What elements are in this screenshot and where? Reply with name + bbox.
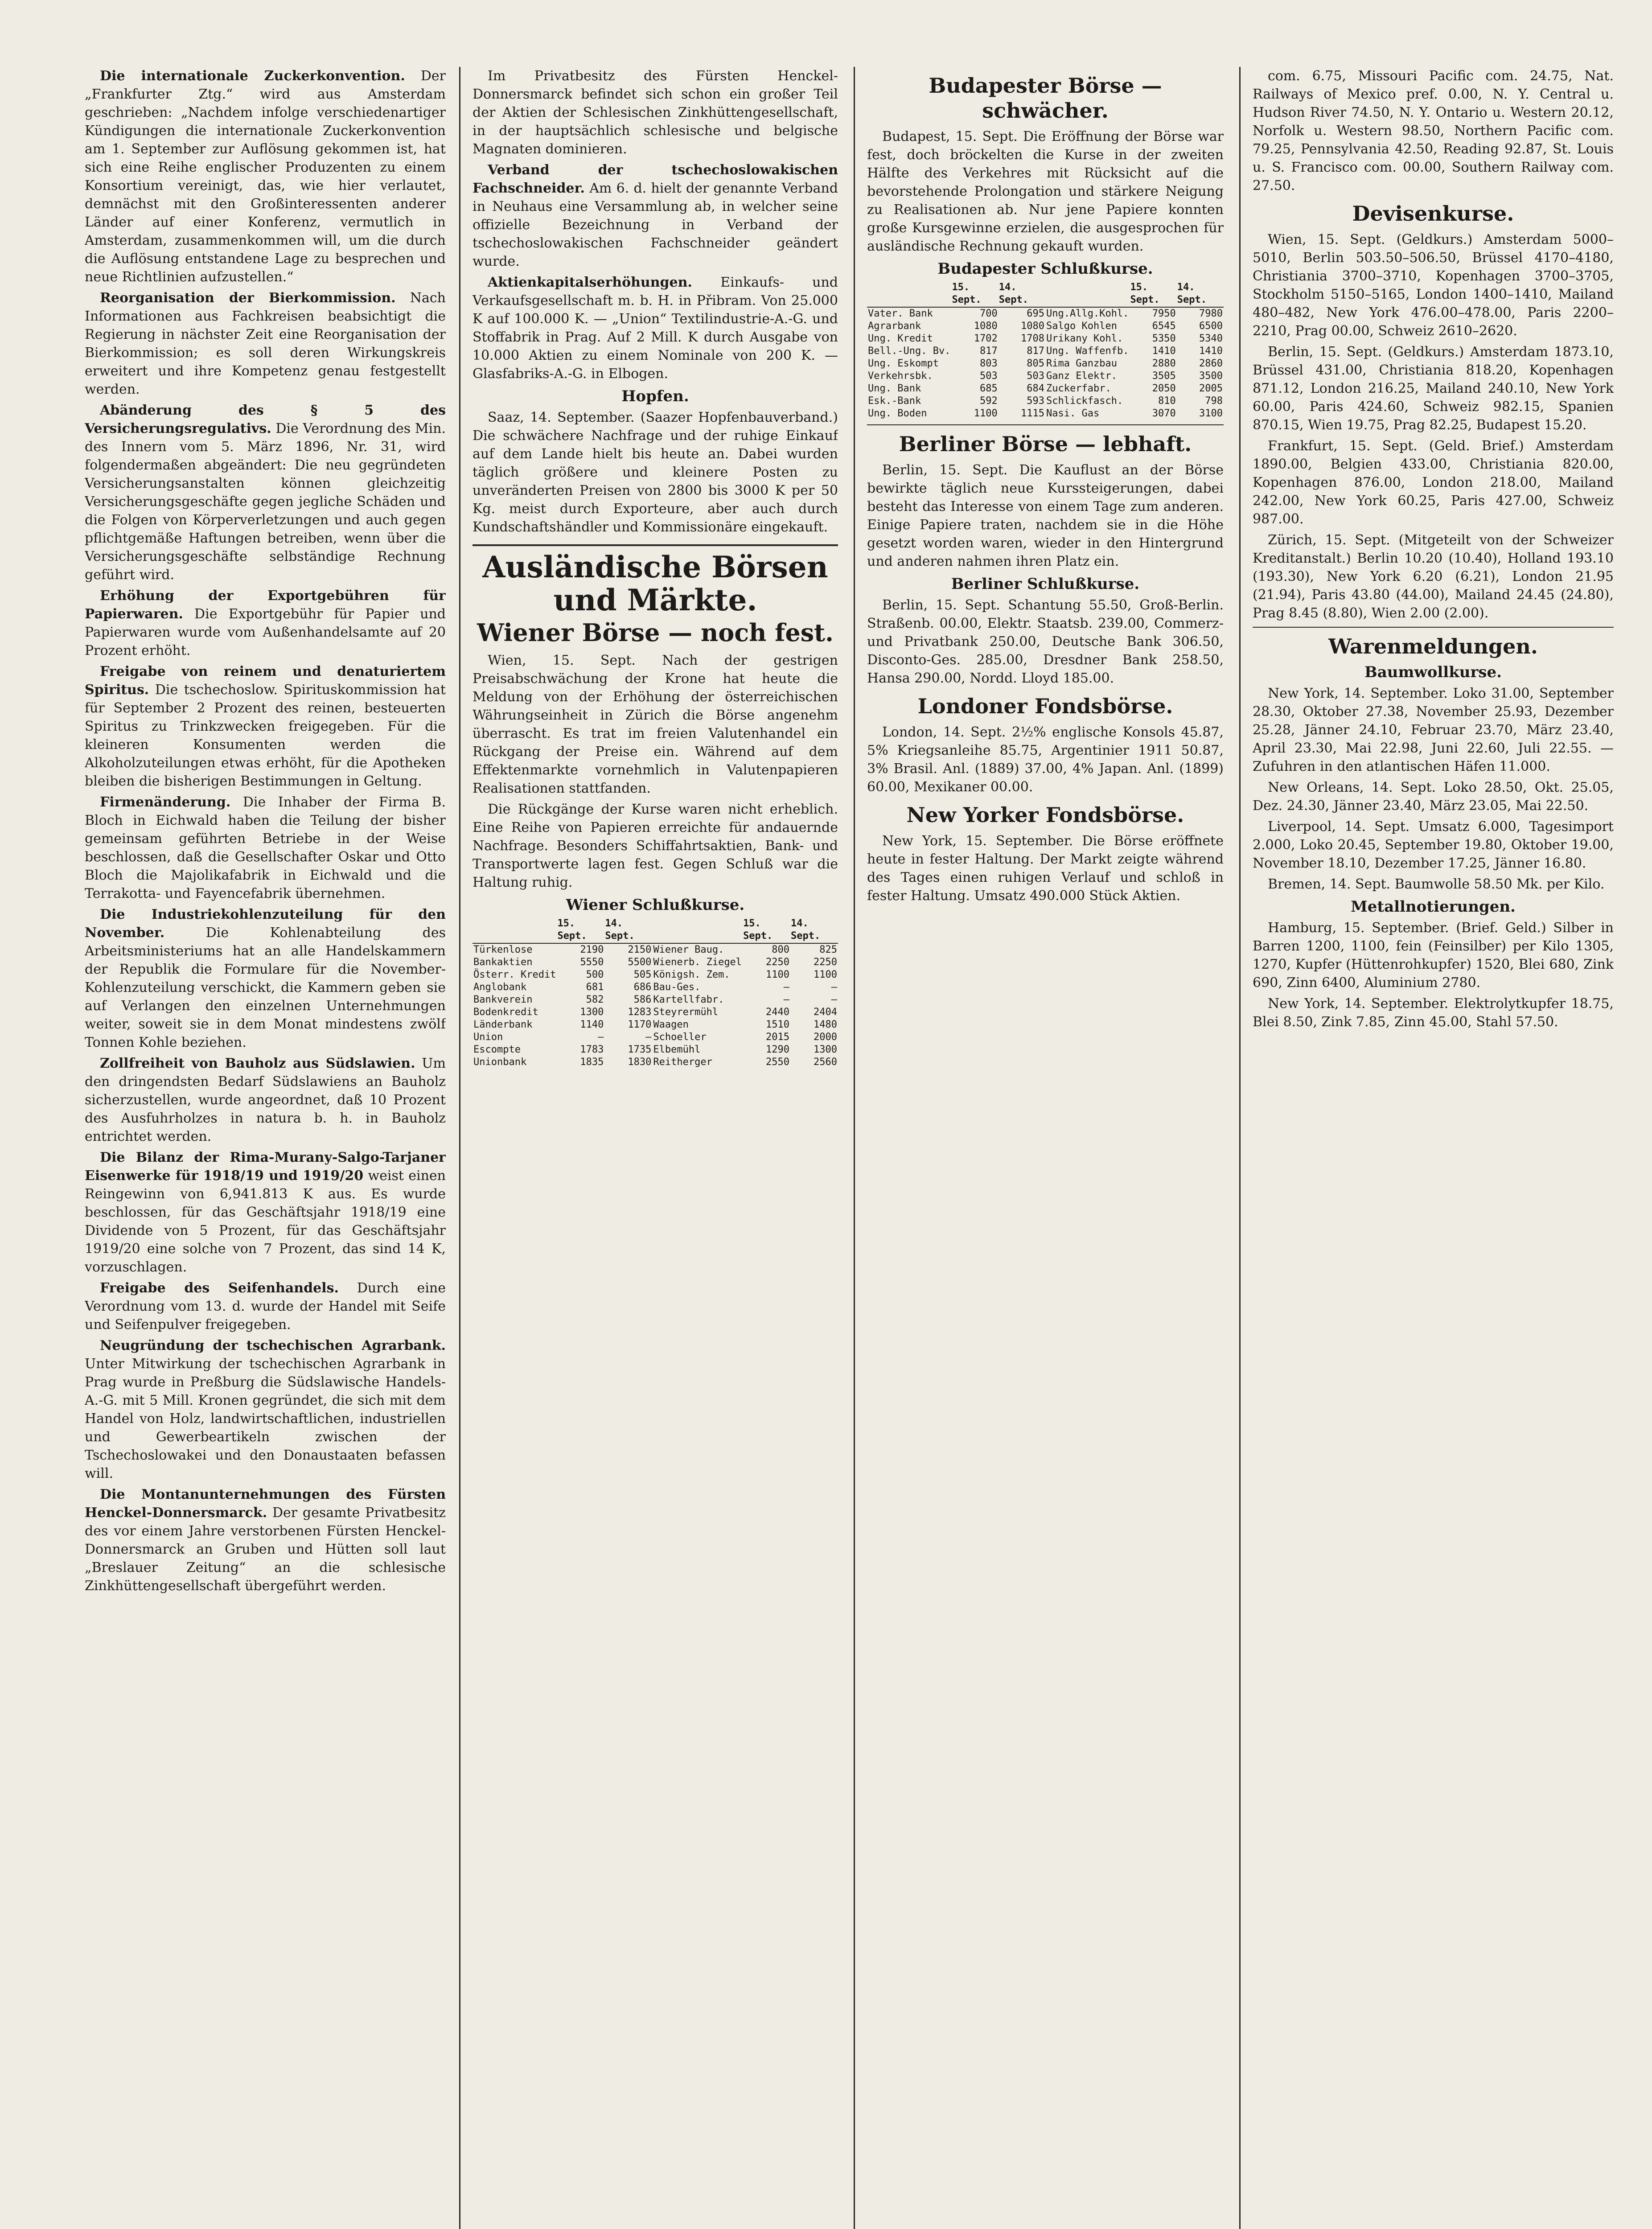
section-title: Baumwollkurse. <box>1364 663 1502 681</box>
article: Reorganisation der Bierkommission. Nach Informationen aus Fachkreisen beabsichtigt die Regierung in nächster Zeit eine Reorganisation der Bierkommission; es soll deren Wirkungskreis erweitert und ihre Kompetenz genau festgestellt werden. <box>85 290 446 397</box>
table-cell: 2550 <box>766 1057 790 1068</box>
table-cell: Nasi. Gas <box>1046 408 1100 419</box>
table-header: 15. Sept. <box>743 917 790 943</box>
article: Die Bilanz der Rima-Murany-Salgo-Tarjaner Eisenwerke für 1918/19 und 1919/20 weist einen Reingewinn von 6,941.813 K aus. Es wurde beschlossen, für das Geschäftsjahr 1918/19 eine Dividende von 5 Prozent, für das Geschäftsjahr 1919/20 eine solche von 7 Prozent, das sind 14 K, vorzuschlagen. <box>85 1150 446 1275</box>
article: Berlin, 15. Sept. Schantung 55.50, Groß-Berlin. Straßenb. 00.00, Elektr. Staatsb. 239.00, Commerz- und Privatbank 250.00, Deutsche Bank 306.50, Disconto-Ges. 285.00, Dresdner Bank 258.50, Hansa 290.00, Nordd. Lloyd 185.00. <box>867 597 1224 686</box>
table-cell: Reitherger <box>653 1057 712 1068</box>
table-cell: 2005 <box>1199 383 1223 394</box>
table-cell: 1115 <box>1021 408 1044 419</box>
table-row <box>473 943 838 956</box>
table-cell: 3070 <box>1152 408 1176 419</box>
table-header <box>867 281 951 307</box>
article: Die Montanunternehmungen des Fürsten Henckel-Donnersmarck. Der gesamte Privatbesitz des vor einem Jahre verstorbenen Fürsten Henckel-Donnersmarck an Gruben und Hütten soll laut „Breslauer Zeitung“ an die schlesische Zinkhüttengesellschaft übergeführt werden. <box>85 1487 446 1594</box>
table-cell: Ung. Waffenfb. <box>1046 345 1129 357</box>
table-row <box>867 307 1224 320</box>
column-4 <box>1253 67 1614 2229</box>
table-header: 15. Sept. <box>1130 281 1176 307</box>
table-cell: Bodenkredit <box>473 1007 538 1018</box>
table-row <box>867 407 1224 420</box>
table-cell: 3100 <box>1199 408 1223 419</box>
table-header: 15. Sept. <box>557 917 604 943</box>
table-cell: 1300 <box>580 1007 604 1018</box>
section-title: Hopfen. <box>621 387 689 405</box>
article: London, 14. Sept. 2½% englische Konsols 45.87, 5% Kriegsanleihe 85.75, Argentinier 1911 50.87, 3% Brasil. Anl. (1889) 37.00, 4% Japan. Anl. (1899) 60.00, Mexikaner 00.00. <box>867 724 1224 795</box>
table-header <box>1045 281 1130 307</box>
table-header: 14. Sept. <box>790 917 838 943</box>
table-cell: 2190 <box>580 944 604 955</box>
table-cell: 3500 <box>1199 370 1223 382</box>
table-cell: Ung. Boden <box>868 408 927 419</box>
table-cell: 7950 <box>1152 308 1176 319</box>
table-cell: 686 <box>633 982 652 993</box>
table-cell: 2250 <box>766 957 790 968</box>
table-cell: 2440 <box>766 1007 790 1018</box>
column-rule <box>459 67 460 2229</box>
table-cell: Anglobank <box>473 982 527 993</box>
table-cell: Wienerb. Ziegel <box>653 957 742 968</box>
table-cell: 1510 <box>766 1019 790 1030</box>
table-cell: 800 <box>772 944 790 955</box>
table-cell: 1080 <box>974 321 998 332</box>
table-header <box>473 917 557 943</box>
table-cell: Steyrermühl <box>653 1007 719 1018</box>
article: New York, 15. September. Die Börse eröffnete heute in fester Haltung. Der Markt zeigte während des Tages einen ruhigen Verlauf und schloß in fester Haltung. Umsatz 490.000 Stück Aktien. <box>867 833 1224 904</box>
table-cell: Zuckerfabr. <box>1046 383 1111 394</box>
table-cell: 2860 <box>1199 358 1223 369</box>
table-cell: — <box>598 1032 604 1043</box>
table-cell: Ung. Eskompt <box>868 358 939 369</box>
table-cell: Vater. Bank <box>868 308 933 319</box>
table-cell: Bankaktien <box>473 957 533 968</box>
table-cell: Königsh. Zem. <box>653 969 730 980</box>
table-cell: 2150 <box>628 944 652 955</box>
table-cell: Agrarbank <box>868 321 921 332</box>
headline: Berliner Börse — lebhaft. <box>899 432 1192 456</box>
table-cell: 2880 <box>1152 358 1176 369</box>
table-cell: — <box>645 1032 652 1043</box>
table-cell: 1080 <box>1021 321 1044 332</box>
table-cell: 1702 <box>974 333 998 344</box>
headline: Devisenkurse. <box>1352 202 1514 226</box>
table-cell: 593 <box>1027 395 1044 407</box>
table-cell: Österr. Kredit <box>473 969 556 980</box>
table-cell: 586 <box>633 994 652 1005</box>
headline: Budapester Börse — schwächer. <box>929 74 1162 123</box>
table-header: 14. Sept. <box>1177 281 1224 307</box>
table-header <box>652 917 743 943</box>
subheadline: Wiener Börse — noch fest. <box>477 618 834 647</box>
table-row <box>867 358 1224 370</box>
article: Im Privatbesitz des Fürsten Henckel-Donnersmarck befindet sich schon ein großer Teil der Aktien der Schlesischen Zinkhüttengesellschaft, in der hauptsächlich schlesische und belgische Magnaten dominieren. <box>473 68 838 157</box>
column-rule <box>854 67 855 2229</box>
quotes-table <box>867 281 1224 420</box>
headline: New Yorker Fondsbörse. <box>906 803 1184 827</box>
divider <box>867 424 1224 425</box>
table-cell: 500 <box>586 969 604 980</box>
table-header: 14. Sept. <box>604 917 652 943</box>
table-cell: 503 <box>1027 370 1044 382</box>
article: Wien, 15. Sept. (Geldkurs.) Amsterdam 5000–5010, Berlin 503.50–506.50, Brüssel 4170–4180, Christiania 3700–3710, Kopenhagen 3700–3705, Stockholm 5150–5165, London 1400–1410, Mailand 480–482, New York 476.00–478.00, Paris 2200–2210, Prag 00.00, Schweiz 2610–2620. <box>1253 232 1614 339</box>
table-cell: 1100 <box>814 969 837 980</box>
table-cell: 1100 <box>766 969 790 980</box>
table-cell: 6545 <box>1152 321 1176 332</box>
table-row <box>473 1006 838 1019</box>
table-cell: 2404 <box>814 1007 837 1018</box>
table-row <box>473 1056 838 1069</box>
article: Saaz, 14. September. (Saazer Hopfenbauverband.) Die schwächere Nachfrage und der ruhige Einkauf auf dem Lande hielt bis heute an. Dabei wurden täglich größere und kleinere Posten zu unveränderten Preisen von 2800 bis 3000 K per 50 Kg. meist durch Exporteure, aber auch durch Kundschaftshändler und Kommissionäre eingekauft. <box>473 410 838 535</box>
table-cell: 700 <box>979 308 998 319</box>
table-cell: Türkenlose <box>473 944 533 955</box>
table-cell: 825 <box>819 944 837 955</box>
table-cell: 803 <box>979 358 998 369</box>
table-cell: Länderbank <box>473 1019 533 1030</box>
table-cell: Rima Ganzbau <box>1046 358 1117 369</box>
article: Aktienkapitalserhöhungen. Einkaufs- und Verkaufsgesellschaft m. b. H. in Přibram. Von 25.000 K auf 100.000 K. — „Union“ Textilindustrie-A.-G. und Stoffabrik in Prag. Auf 2 Mill. K durch Ausgabe von 10.000 Aktien zu einem Nominale von 200 K. — Glasfabriks-A.-G. in Elbogen. <box>473 275 838 382</box>
article: Frankfurt, 15. Sept. (Geld. Brief.) Amsterdam 1890.00, Belgien 433.00, Christiania 820.00, Kopenhagen 876.00, London 218.00, Mailand 242.00, New York 60.25, Paris 427.00, Schweiz 987.00. <box>1253 438 1614 527</box>
column-3 <box>867 67 1224 2229</box>
article: Erhöhung der Exportgebühren für Papierwaren. Die Exportgebühr für Papier und Papierwaren wurde vom Außenhandelsamte auf 20 Prozent erhöht. <box>85 588 446 658</box>
table-row <box>473 1031 838 1044</box>
table-row <box>473 1044 838 1056</box>
table-cell: 5340 <box>1199 333 1223 344</box>
column-1 <box>85 67 446 2229</box>
table-title: Berliner Schlußkurse. <box>951 575 1140 593</box>
table-cell: Ganz Elektr. <box>1046 370 1117 382</box>
table-cell: 810 <box>1158 395 1176 407</box>
table-cell: Schoeller <box>653 1032 707 1043</box>
article: Hamburg, 15. September. (Brief. Geld.) Silber in Barren 1200, 1100, fein (Feinsilber) per Kilo 1305, 1270, Kupfer (Hüttenrohkupfer) 1520, Blei 680, Zink 690, Zinn 6400, Aluminium 2780. <box>1253 920 1614 991</box>
table-cell: 1100 <box>974 408 998 419</box>
table-cell: 3505 <box>1152 370 1176 382</box>
column-rule <box>1239 67 1241 2229</box>
table-cell: Escompte <box>473 1044 521 1055</box>
article: Verband der tschechoslowakischen Fachschneider. Am 6. d. hielt der genannte Verband in Neuhaus eine Versammlung ab, in welcher seine offizielle Bezeichnung in Verband der tschechoslowakischen Fachschneider geändert wurde. <box>473 162 838 269</box>
table-header: 14. Sept. <box>999 281 1045 307</box>
table-cell: 1480 <box>814 1019 837 1030</box>
article: Neugründung der tschechischen Agrarbank. Unter Mitwirkung der tschechischen Agrarbank in Prag wurde in Preßburg die Südslawische Handels-A.-G. mit 5 Mill. Kronen gegründet, die sich mit dem Handel von Holz, landwirtschaftlichen, industriellen und Gewerbeartikeln zwischen der Tschechoslowakei und den Donaustaaten befassen will. <box>85 1338 446 1481</box>
table-cell: 2050 <box>1152 383 1176 394</box>
table-title: Budapester Schlußkurse. <box>937 260 1153 278</box>
table-row <box>473 1019 838 1031</box>
table-cell: Schlickfasch. <box>1046 395 1123 407</box>
table-cell: 505 <box>633 969 652 980</box>
article: Firmenänderung. Die Inhaber der Firma B. Bloch in Eichwald haben die Teilung der bisher gemeinsam geführten Betriebe in der Weise beschlossen, daß die Gesellschafter Oskar und Otto Bloch die Majolikafabrik in Eichwald und die Terrakotta- und Fayencefabrik übernehmen. <box>85 794 446 901</box>
table-cell: — <box>783 994 790 1005</box>
table-cell: 1783 <box>580 1044 604 1055</box>
table-cell: 1140 <box>580 1019 604 1030</box>
table-cell: 1290 <box>766 1044 790 1055</box>
table-cell: 684 <box>1027 383 1044 394</box>
table-cell: 5350 <box>1152 333 1176 344</box>
table-cell: Ung. Kredit <box>868 333 933 344</box>
article: New York, 14. September. Loko 31.00, September 28.30, Oktober 27.38, November 25.93, Dezember 25.28, Jänner 24.10, Februar 23.70, März 23.40, April 23.30, Mai 22.98, Juni 22.60, Juli 22.55. — Zufuhren in den atlantischen Häfen 11.000. <box>1253 686 1614 774</box>
table-cell: 1300 <box>814 1044 837 1055</box>
article: New York, 14. September. Elektrolytkupfer 18.75, Blei 8.50, Zink 7.85, Zinn 45.00, Stahl 57.50. <box>1253 996 1614 1030</box>
table-cell: 5550 <box>580 957 604 968</box>
table-cell: 7980 <box>1199 308 1223 319</box>
table-cell: — <box>783 982 790 993</box>
table-cell: Waagen <box>653 1019 689 1030</box>
table-cell: — <box>831 982 837 993</box>
table-cell: Kartellfabr. <box>653 994 724 1005</box>
table-cell: 6500 <box>1199 321 1223 332</box>
table-cell: Esk.-Bank <box>868 395 921 407</box>
divider <box>1253 627 1614 628</box>
table-cell: 1410 <box>1199 345 1223 357</box>
table-row <box>867 320 1224 333</box>
table-row <box>473 981 838 994</box>
table-cell: 695 <box>1027 308 1044 319</box>
table-cell: Elbemühl <box>653 1044 701 1055</box>
table-cell: 805 <box>1027 358 1044 369</box>
table-row <box>867 395 1224 407</box>
table-title: Wiener Schlußkurse. <box>566 896 745 914</box>
table-cell: Salgo Kohlen <box>1046 321 1117 332</box>
article: Die Industriekohlenzuteilung für den November. Die Kohlenabteilung des Arbeitsministeriums hat an alle Handelskammern der Republik die Formulare für die November-Kohlenzuteilung verschickt, die Kammern geben sie auf Verlangen den einzelnen Unternehmungen weiter, soweit sie in dem Monat mindestens zwölf Tonnen Kohle beziehen. <box>85 907 446 1050</box>
table-cell: Unionbank <box>473 1057 527 1068</box>
table-cell: Ung. Bank <box>868 383 921 394</box>
table-cell: 2015 <box>766 1032 790 1043</box>
table-cell: Verkehrsbk. <box>868 370 933 382</box>
quotes-table <box>473 917 838 1069</box>
article: Zürich, 15. Sept. (Mitgeteilt von der Schweizer Kreditanstalt.) Berlin 10.20 (10.40), Holland 193.10 (193.30), New York 6.20 (6.21), London 21.95 (21.94), Paris 43.80 (44.00), Mailand 24.45 (24.80), Prag 8.45 (8.80), Wien 2.00 (2.00). <box>1253 532 1614 621</box>
table-cell: 592 <box>979 395 998 407</box>
table-cell: 817 <box>1027 345 1044 357</box>
article: Budapest, 15. Sept. Die Eröffnung der Börse war fest, doch bröckelten die Kurse in der zweiten Hälfte des Verkehres mit Rücksicht auf die bevorstehende Prolongation und stärkere Neigung zu Realisationen ab. Nur jene Papiere konnten große Kursgewinne erzielen, die ausgesprochen für ausländische Rechnung gekauft wurden. <box>867 129 1224 254</box>
table-cell: Union <box>473 1032 503 1043</box>
table-header: 15. Sept. <box>951 281 998 307</box>
table-row <box>473 956 838 969</box>
article: Berlin, 15. Sept. (Geldkurs.) Amsterdam 1873.10, Brüssel 431.00, Christiania 818.20, Kopenhagen 871.12, London 216.25, Mailand 240.10, New York 60.00, Paris 424.60, Schweiz 982.15, Spanien 870.15, Wien 19.75, Prag 82.25, Budapest 15.20. <box>1253 344 1614 433</box>
table-cell: Bau-Ges. <box>653 982 701 993</box>
table-cell: 582 <box>586 994 604 1005</box>
article: Liverpool, 14. Sept. Umsatz 6.000, Tagesimport 2.000, Loko 20.45, September 19.80, Oktober 19.00, November 18.10, Dezember 17.25, Jänner 16.80. <box>1253 819 1614 871</box>
table-cell: 1283 <box>628 1007 652 1018</box>
article: New Orleans, 14. Sept. Loko 28.50, Okt. 25.05, Dez. 24.30, Jänner 23.40, März 23.05, Mai 22.50. <box>1253 780 1614 814</box>
table-cell: 503 <box>979 370 998 382</box>
table-cell: Bell.-Ung. Bv. <box>868 345 951 357</box>
table-cell: 1170 <box>628 1019 652 1030</box>
table-cell: 798 <box>1205 395 1223 407</box>
article: Die Rückgänge der Kurse waren nicht erheblich. Eine Reihe von Papieren erreichte für andauernde Nachfrage. Besonders Schiffahrtsaktien, Bank- und Transportwerte lagen fest. Gegen Schluß war die Haltung ruhig. <box>473 802 838 890</box>
article: Freigabe des Seifenhandels. Durch eine Verordnung vom 13. d. wurde der Handel mit Seife und Seifenpulver freigegeben. <box>85 1280 446 1332</box>
table-row <box>473 969 838 981</box>
column-2 <box>473 67 838 2229</box>
article: Wien, 15. Sept. Nach der gestrigen Preisabschwächung der Krone hat heute die Meldung von der Erhöhung der österreichischen Währungseinheit in Zürich die Börse angenehm überrascht. Es trat im freien Valutenhandel ein Rückgang der Preise ein. Während auf dem Effektenmarkte vornehmlich in Valutenpapieren Realisationen stattfanden. <box>473 653 838 796</box>
table-cell: 1830 <box>628 1057 652 1068</box>
table-cell: 1735 <box>628 1044 652 1055</box>
table-cell: 2560 <box>814 1057 837 1068</box>
table-row <box>867 370 1224 382</box>
table-cell: 2000 <box>814 1032 837 1043</box>
article: Abänderung des § 5 des Versicherungsregulativs. Die Verordnung des Min. des Innern vom 5. März 1896, Nr. 31, wird folgendermaßen abgeändert: Die neu gegründeten Versicherungsanstalten können gleichzeitig Versicherungsgeschäfte gegen jegliche Schäden und die Folgen von Körperverletzungen und auch gegen pflichtgemäße Haftungen betreiben, wenn über die Versicherungsgeschäfte selbständige Rechnung geführt wird. <box>85 403 446 583</box>
article: com. 6.75, Missouri Pacific com. 24.75, Nat. Railways of Mexico pref. 0.00, N. Y. Central u. Hudson River 74.50, N. Y. Ontario u. Western 20.12, Norfolk u. Western 98.50, Northern Pacific com. 79.25, Pennsylvania 42.50, Reading 92.87, St. Louis u. S. Francisco com. 00.00, Southern Railway com. 27.50. <box>1253 68 1614 193</box>
table-cell: 1708 <box>1021 333 1044 344</box>
table-row <box>473 994 838 1006</box>
article: Bremen, 14. Sept. Baumwolle 58.50 Mk. per Kilo. <box>1268 876 1605 892</box>
headline: Warenmeldungen. <box>1328 634 1538 658</box>
table-cell: Ung.Allg.Kohl. <box>1046 308 1129 319</box>
table-cell: 5500 <box>628 957 652 968</box>
table-cell: 817 <box>979 345 998 357</box>
table-cell: Urikany Kohl. <box>1046 333 1123 344</box>
table-row <box>867 382 1224 395</box>
table-cell: 1410 <box>1152 345 1176 357</box>
article: Freigabe von reinem und denaturiertem Spiritus. Die tschechoslow. Spirituskommission hat für September 2 Prozent des reinen, besteuerten Spiritus zu Trinkzwecken freigegeben. Für die kleineren Konsumenten werden die Alkoholzuteilungen etwas erhöht, für die Apotheken bleiben die bisherigen Bestimmungen in Geltung. <box>85 664 446 789</box>
article: Zollfreiheit von Bauholz aus Südslawien. Um den dringendsten Bedarf Südslawiens an Bauholz sicherzustellen, wurde angeordnet, daß 10 Prozent des Ausfuhrholzes in natura b. h. in Bauholz entrichtet werden. <box>85 1056 446 1144</box>
table-cell: Wiener Baug. <box>653 944 724 955</box>
table-cell: 681 <box>586 982 604 993</box>
table-cell: 685 <box>979 383 998 394</box>
table-cell: 2250 <box>814 957 837 968</box>
headline: Ausländische Börsen und Märkte. <box>473 544 838 617</box>
table-cell: Bankverein <box>473 994 533 1005</box>
section-title: Metallnotierungen. <box>1351 898 1516 916</box>
table-cell: 1835 <box>580 1057 604 1068</box>
table-row <box>867 345 1224 358</box>
table-cell: — <box>831 994 837 1005</box>
article: Die internationale Zuckerkonvention. Der „Frankfurter Ztg.“ wird aus Amsterdam geschrieben: „Nachdem infolge verschiedenartiger Kündigungen die internationale Zuckerkonvention am 1. September zur Auflösung gekommen ist, hat sich eine Reihe englischer Produzenten zu einem Konsortium vereinigt, das, wie hier verlautet, demnächst mit den Großinteressenten anderer Länder auf einer Konferenz, vermutlich in Amsterdam, zusammenkommen will, um die durch die Auflösung entstandene Lage zu besprechen und neue Richtlinien aufzustellen.“ <box>85 68 446 285</box>
table-row <box>867 333 1224 345</box>
article: Berlin, 15. Sept. Die Kauflust an der Börse bewirkte täglich neue Kurssteigerungen, dabei besteht das Interesse von einem Tage zum anderen. Einige Papiere traten, nachdem sie in die Höhe gesetzt worden waren, wieder in den Hintergrund und anderen nahmen ihren Platz ein. <box>867 462 1224 569</box>
headline: Londoner Fondsbörse. <box>917 694 1173 718</box>
